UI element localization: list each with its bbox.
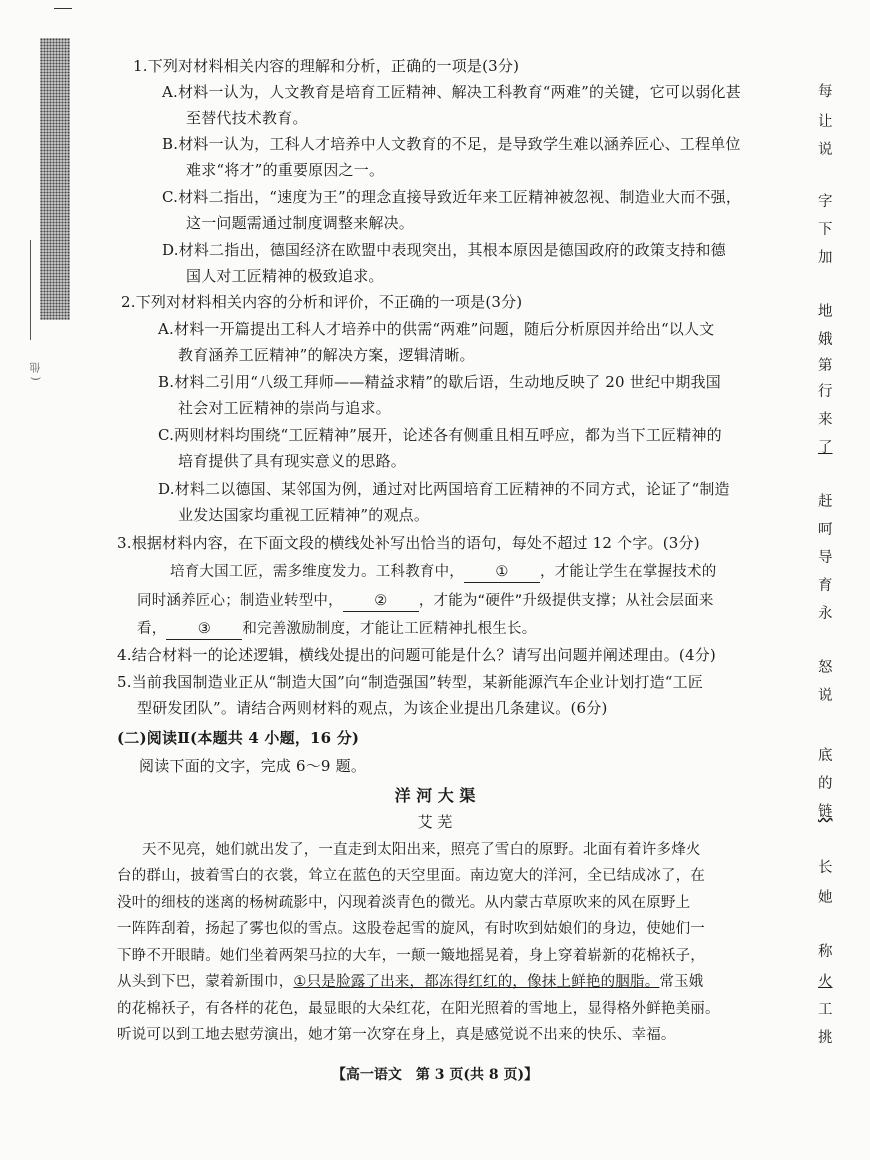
- q3-text: ，才能让学生在掌握技术的: [540, 564, 717, 580]
- side-char: 赶: [818, 494, 833, 510]
- blank-2[interactable]: ②: [343, 591, 419, 612]
- q3-text: 看，: [137, 621, 167, 637]
- blank-3[interactable]: ③: [166, 619, 242, 640]
- passage-line-1: 天不见亮，她们就出发了，一直走到太阳出来，照亮了雪白的原野。北面有着许多烽火: [142, 842, 701, 858]
- passage-line-2: 台的群山，披着雪白的衣裳，耸立在蓝色的天空里面。南边宽大的洋河，全已结成冰了，在: [117, 868, 705, 884]
- page-footer: 【高一语文 第 3 页(共 8 页)】: [331, 1067, 539, 1083]
- side-char: 称: [818, 944, 833, 960]
- q3-para-line-1: [170, 562, 716, 583]
- underlined-sentence-1: ①只是脸露了出来，都冻得红红的，像抹上鲜艳的胭脂。: [293, 974, 660, 990]
- q2-option-d-1: D.材料二以德国、某邻国为例，通过对比两国培育工匠精神的不同方式，论证了“制造: [158, 480, 730, 498]
- side-char: 导: [818, 550, 833, 566]
- q1-option-a-2: 至替代技术教育。: [186, 109, 308, 127]
- q5-stem-1: 5.当前我国制造业正从“制造大国”向“制造强国”转型，某新能源汽车企业计划打造“工匠: [117, 673, 704, 691]
- section-2-title: (二)阅读Ⅱ(本题共 4 小题，16 分): [117, 729, 360, 747]
- side-char: 的: [818, 776, 833, 792]
- q2-stem: 2.下列对材料相关内容的分析和评价，不正确的一项是(3分): [121, 293, 523, 311]
- q3-stem: 3.根据材料内容，在下面文段的横线处补写出恰当的语句，每处不超过 12 个字。(3分): [117, 534, 700, 552]
- side-char: 每: [818, 84, 833, 100]
- q3-para-line-2: [137, 591, 714, 612]
- q3-text: 同时涵养匠心；制造业转型中，: [137, 593, 343, 609]
- side-char: 永: [818, 606, 833, 622]
- side-char: 工: [818, 1002, 833, 1018]
- binding-text: ( 他: [29, 362, 42, 381]
- q3-text: ，才能为“硬件”升级提供支撑；从社会层面来: [418, 593, 714, 609]
- q1-option-a-1: A.材料一认为，人文教育是培育工匠精神、解决工科教育“两难”的关键，它可以弱化甚: [162, 83, 741, 101]
- q1-option-c-2: 这一问题需通过制度调整来解决。: [186, 214, 415, 232]
- passage-text: 常玉娥: [659, 974, 704, 990]
- q1-stem: 1.下列对材料相关内容的理解和分析，正确的一项是(3分): [133, 57, 520, 75]
- q2-option-b-1: B.材料二引用“八级工拜师——精益求精”的歇后语，生动地反映了 20 世纪中期我国: [158, 373, 721, 391]
- side-char: 她: [818, 890, 833, 906]
- article-title: 洋 河 大 渠: [394, 786, 476, 805]
- side-char: 挑: [818, 1030, 833, 1046]
- side-char: 地: [818, 304, 833, 320]
- side-char: 了: [818, 440, 833, 456]
- q1-option-d-1: D.材料二指出，德国经济在欧盟中表现突出，其根本原因是德国政府的政策支持和德: [162, 241, 726, 259]
- article-author: 艾 芜: [417, 813, 453, 831]
- side-char: 长: [818, 860, 833, 876]
- passage-line-6: [117, 972, 704, 992]
- side-char: 呵: [818, 522, 833, 538]
- side-char: 说: [818, 142, 833, 158]
- q3-text: 培育大国工匠，需多维度发力。工科教育中，: [170, 564, 464, 580]
- q3-text: 和完善激励制度，才能让工匠精神扎根生长。: [242, 621, 537, 637]
- q2-option-b-2: 社会对工匠精神的崇尚与追求。: [178, 399, 391, 417]
- side-char: 下: [818, 222, 833, 238]
- q1-option-b-1: B.材料一认为，工科人才培养中人文教育的不足，是导致学生难以涵养匠心、工程单位: [162, 135, 741, 153]
- side-char: 字: [818, 194, 833, 210]
- side-char: 底: [818, 748, 833, 764]
- q2-option-a-1: A.材料一开篇提出工科人才培养中的供需“两难”问题，随后分析原因并给出“以人文: [158, 320, 715, 338]
- q1-option-c-1: C.材料二指出，“速度为王”的理念直接导致近年来工匠精神被忽视、制造业大而不强，: [162, 188, 742, 206]
- q2-option-c-1: C.两则材料均围绕“工匠精神”展开，论述各有侧重且相互呼应，都为当下工匠精神的: [158, 426, 722, 444]
- side-char: 怒: [818, 660, 833, 676]
- side-char: 火: [818, 974, 833, 990]
- q4-stem: 4.结合材料一的论述逻辑，横线处提出的问题可能是什么？请写出问题并阐述理由。(4分): [117, 646, 716, 664]
- side-char: 说: [818, 688, 833, 704]
- q1-option-d-2: 国人对工匠精神的极致追求。: [186, 267, 384, 285]
- passage-line-3: 没叶的细枝的迷离的杨树疏影中，闪现着淡青色的微光。从内蒙古草原吹来的风在原野上: [117, 895, 691, 911]
- side-char: 娥: [818, 332, 833, 348]
- side-char: 来: [818, 412, 833, 428]
- q2-option-d-2: 业发达国家均重视工匠精神”的观点。: [178, 506, 430, 524]
- passage-line-5: 下睁不开眼睛。她们坐着两架马拉的大车，一颠一簸地摇晃着，身上穿着崭新的花棉袄子，: [117, 948, 705, 964]
- section-2-instruction: 阅读下面的文字，完成 6～9 题。: [139, 757, 367, 775]
- side-char: 加: [818, 250, 833, 266]
- side-char: 行: [818, 384, 833, 400]
- passage-line-8: 听说可以到工地去慰劳演出，她才第一次穿在身上，真是感觉说不出来的快乐、幸福。: [117, 1027, 676, 1043]
- side-char: 链: [818, 804, 833, 820]
- q2-option-c-2: 培育提供了具有现实意义的思路。: [178, 452, 407, 470]
- q1-option-b-2: 难求“将才”的重要原因之一。: [186, 161, 385, 179]
- q3-para-line-3: [137, 619, 536, 640]
- q2-option-a-2: 教育涵养工匠精神”的解决方案，逻辑清晰。: [178, 346, 475, 364]
- passage-line-4: 一阵阵刮着，扬起了雾也似的雪点。这股卷起雪的旋风，有时吹到姑娘们的身边，使她们一: [117, 921, 705, 937]
- binding-line: [30, 240, 31, 340]
- side-char: 第: [818, 358, 833, 374]
- blank-1[interactable]: ①: [464, 562, 540, 583]
- side-char: 让: [818, 114, 833, 130]
- binding-strip: [40, 38, 70, 320]
- q5-stem-2: 型研发团队”。请结合两则材料的观点，为该企业提出几条建议。(6分): [137, 699, 608, 717]
- passage-line-7: 的花棉袄子，有各样的花色，最显眼的大朵红花，在阳光照着的雪地上，显得格外鲜艳美丽。: [117, 1001, 720, 1017]
- top-mark: [54, 8, 72, 9]
- passage-text: 从头到下巴，蒙着新围巾，: [117, 974, 294, 990]
- side-char: 育: [818, 578, 833, 594]
